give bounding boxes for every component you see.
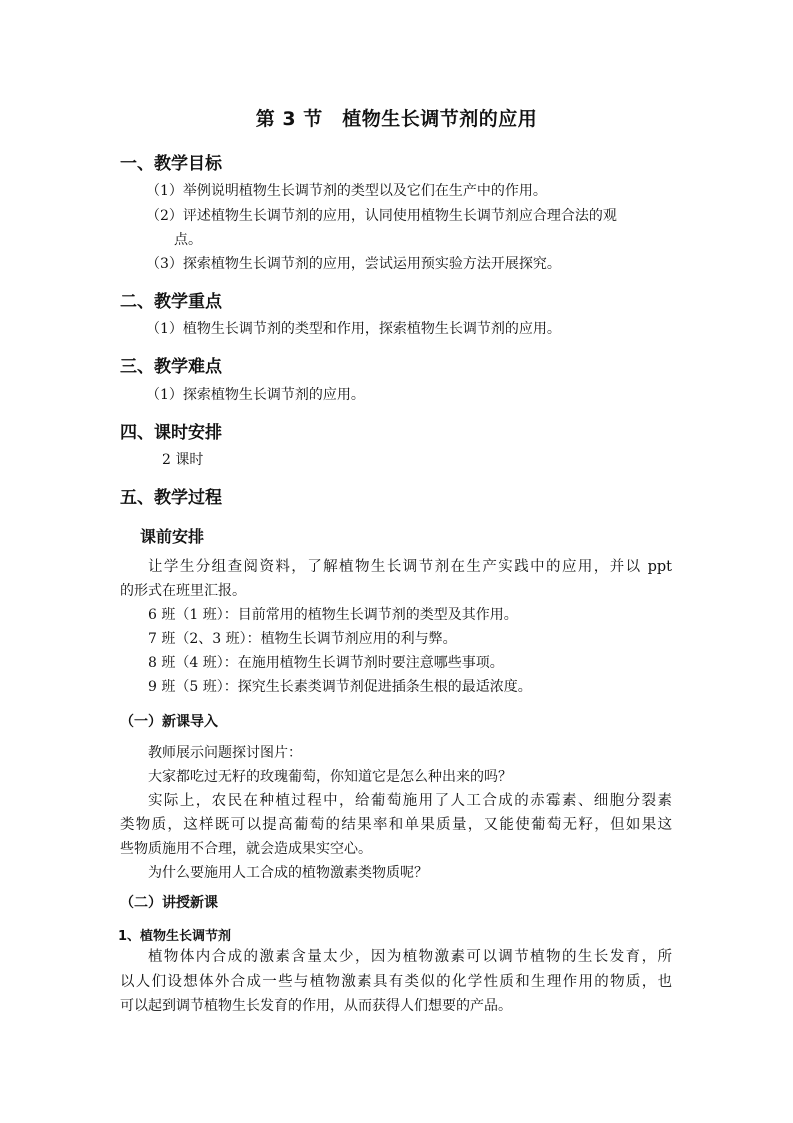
pre-class-class8: 8 班（4 班）：在施用植物生长调节剂时要注意哪些事项。 — [148, 655, 504, 671]
objective-1: （1）举例说明植物生长调节剂的类型以及它们在生产中的作用。 — [146, 183, 547, 199]
pre-class-class7: 7 班（2、3 班）：植物生长调节剂应用的利与弊。 — [148, 631, 457, 647]
heading-new-lesson: （二）讲授新课 — [120, 895, 218, 911]
intro-question: 为什么要施用人工合成的植物激素类物质呢？ — [148, 865, 428, 881]
pre-class-line1: 让学生分组查阅资料，了解植物生长调节剂在生产实践中的应用，并以 ppt — [148, 559, 672, 575]
heading-introduction: （一）新课导入 — [120, 714, 218, 730]
intro-paragraph-line2: 类物质，这样既可以提高葡萄的结果率和单果质量，又能使葡萄无籽，但如果这 — [120, 817, 672, 833]
key-point-1: （1）植物生长调节剂的类型和作用，探索植物生长调节剂的应用。 — [146, 321, 561, 337]
lesson-paragraph-line2: 以人们设想体外合成一些与植物激素具有类似的化学性质和生理作用的物质，也 — [120, 974, 672, 990]
pre-class-class9: 9 班（5 班）：探究生长素类调节剂促进插条生根的最适浓度。 — [148, 679, 532, 695]
heading-schedule: 四、课时安排 — [120, 423, 222, 443]
intro-paragraph-line3: 些物质施用不合理，就会造成果实空心。 — [120, 841, 372, 857]
difficulty-1: （1）探索植物生长调节剂的应用。 — [146, 387, 365, 403]
pre-class-class6: 6 班（1 班）：目前常用的植物生长调节剂的类型及其作用。 — [148, 607, 518, 623]
heading-process: 五、教学过程 — [120, 488, 222, 508]
page-title: 第 3 节 植物生长调节剂的应用 — [255, 108, 538, 130]
lesson-paragraph-line1: 植物体内合成的激素含量太少，因为植物激素可以调节植物的生长发育，所 — [148, 949, 672, 965]
heading-key-points: 二、教学重点 — [120, 292, 222, 312]
intro-line1: 教师展示问题探讨图片： — [148, 745, 302, 761]
intro-paragraph-line1: 实际上，农民在种植过程中，给葡萄施用了人工合成的赤霉素、细胞分裂素 — [148, 793, 672, 809]
pre-class-line2: 的形式在班里汇报。 — [120, 583, 246, 599]
intro-line2: 大家都吃过无籽的玫瑰葡萄，你知道它是怎么种出来的吗？ — [148, 769, 512, 785]
objective-2-line2: 点。 — [174, 232, 202, 248]
subheading-regulators: 1、植物生长调节剂 — [118, 929, 232, 944]
heading-pre-class: 课前安排 — [140, 527, 205, 546]
heading-difficulties: 三、教学难点 — [120, 357, 222, 377]
lesson-paragraph-line3: 可以起到调节植物生长发育的作用，从而获得人们想要的产品。 — [120, 998, 512, 1014]
heading-objectives: 一、教学目标 — [120, 154, 222, 174]
objective-3: （3）探索植物生长调节剂的应用，尝试运用预实验方法开展探究。 — [146, 256, 561, 272]
schedule-text: 2 课时 — [162, 452, 204, 468]
objective-2-line1: （2）评述植物生长调节剂的应用，认同使用植物生长调节剂应合理合法的观 — [146, 208, 617, 224]
